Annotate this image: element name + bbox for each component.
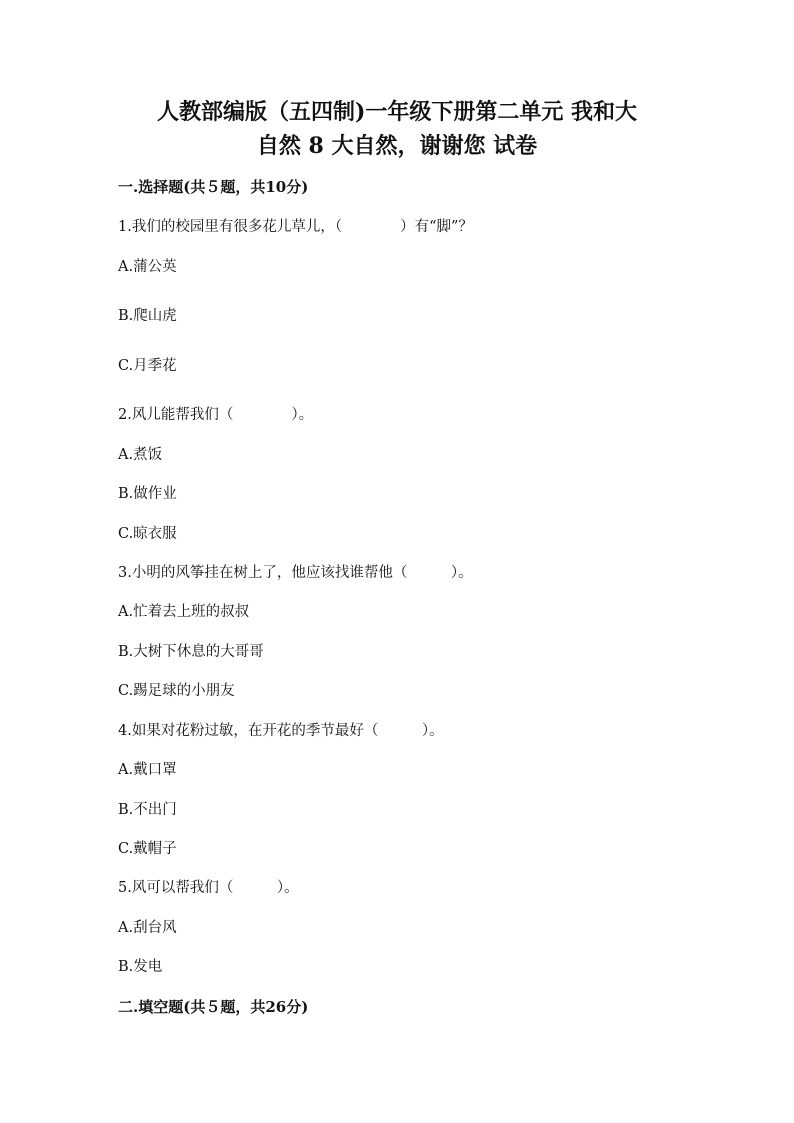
question-3-option-b: B.大树下休息的大哥哥 [118, 644, 264, 660]
section-heading-multiple-choice: 一.选择题(共５题，共10分) [118, 178, 309, 196]
question-2-option-b: B.做作业 [118, 486, 177, 502]
question-4-option-b: B.不出门 [118, 802, 177, 818]
question-2-option-c: C.晾衣服 [118, 526, 177, 542]
question-3-stem: 3.小明的风筝挂在树上了，他应该找谁帮他（ ）。 [118, 565, 473, 581]
question-4-stem: 4.如果对花粉过敏，在开花的季节最好（ ）。 [118, 723, 444, 739]
question-4-option-c: C.戴帽子 [118, 841, 177, 857]
question-5-option-a: A.刮台风 [118, 920, 177, 936]
question-3-option-c: C.踢足球的小朋友 [118, 683, 235, 699]
question-1-option-c: C.月季花 [118, 358, 177, 374]
exam-title-line-2: 自然 8 大自然，谢谢您 试卷 [256, 133, 538, 159]
question-4-option-a: A.戴口罩 [118, 762, 177, 778]
question-2-option-a: A.煮饭 [118, 447, 163, 463]
question-1-stem: 1.我们的校园里有很多花儿草儿，（ ）有“脚”？ [118, 219, 473, 235]
question-3-option-a: A.忙着去上班的叔叔 [118, 604, 250, 620]
section-heading-fill-in-blank: 二.填空题(共５题，共26分) [118, 998, 309, 1016]
question-1-option-a: A.蒲公英 [118, 259, 177, 275]
question-5-stem: 5.风可以帮我们（ ）。 [118, 880, 299, 896]
question-1-option-b: B.爬山虎 [118, 308, 177, 324]
question-5-option-b: B.发电 [118, 959, 163, 975]
exam-title-line-1: 人教部编版（五四制)一年级下册第二单元 我和大 [156, 99, 638, 125]
question-2-stem: 2.风儿能帮我们（ ）。 [118, 407, 314, 423]
